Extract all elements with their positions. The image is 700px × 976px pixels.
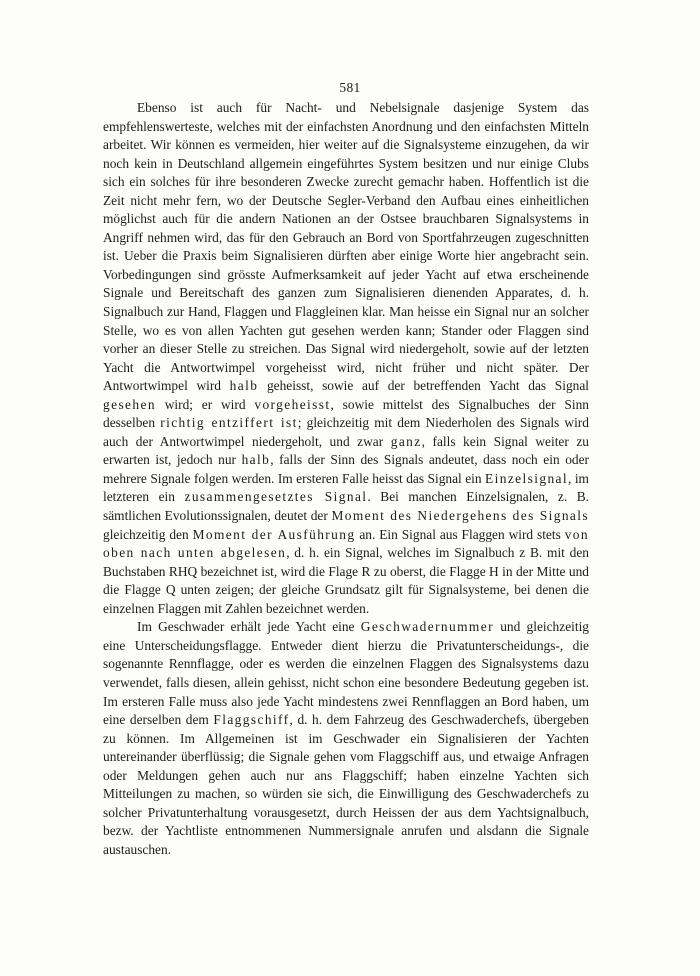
emphasized-text: Flaggschiff <box>213 712 290 728</box>
text-segment: , falls der Sinn des Signals andeutet, dass noch ein oder mehrere Signale folgen werden. Im ersteren Falle heisst das Signal ein <box>103 452 589 486</box>
text-segment: wird; er wird <box>155 396 255 412</box>
text-segment: gleichzeitig den <box>103 526 193 542</box>
text-segment: , falls kein Signal weiter zu erwarten ist, jedoch nur <box>103 433 590 468</box>
emphasized-text: Moment des Niedergehens des Signals <box>331 508 589 524</box>
text-segment: Ebenso ist auch für Nacht- und Nebelsignale dasjenige System das empfehlenswerteste, welches mit der einfachsten Anordnung und den einfachsten Mitteln arbeitet. Wir können es vermeiden, hier weiter auf die Signalsysteme einzugehen, da wir noch kein in Deutschland allgemein eingeführtes System besitzen und nur einige Clubs sich ein solches für ihre besonderen Zwecke zurecht gemachr haben. Hoffentlich ist die Zeit nicht mehr fern, wo der Deutsche Segler-Verband den Aufbau eines einheitlichen möglichst auch für die andern Nationen an der Ostsee brauchbaren Signalsystems in Angriff nehmen wird, das für den Gebrauch an Bord von Sportfahrzeugen zugeschnitten ist. Ueber die Praxis beim Signalisieren dürften aber einige Worte hier angebracht sein. Vorbedingungen sind grösste Aufmerksamkeit auf jeder Yacht auf etwa erscheinende Signale und Bereitschaft des ganzen zum Signalisieren dienenden Apparates, d. h. Signalbuch zur Hand, Flaggen und Flaggleinen klar. Man heisse ein Signal nur an solcher Stelle, wo es von allen Yachten gut gesehen werden kann; Stander oder Flaggen sind vorher an dieser Stelle zu streichen. Das Signal wird niedergeholt, sowie auf der letzten Yacht die Antwortwimpel vorgeheisst wird, nicht früher und nicht später. Der Antwortwimpel wird <box>103 100 589 394</box>
body-text <box>103 99 589 859</box>
emphasized-text: vorgeheisst <box>254 396 331 412</box>
text-segment: , d. h. ein Signal, welches im Signalbuch z B. mit den Buchstaben RHQ bezeichnet ist, wird die Flage R zu oberst, die Flagge H in der Mitte und die Flagge Q unten zeigen; der gleiche Grundsatz gilt für Signalsysteme, bei denen die einzelnen Flaggen mit Zahlen bezeichnet werden. <box>103 545 590 616</box>
paragraph <box>103 99 589 618</box>
emphasized-text: zusammengesetztes Signal <box>184 489 368 505</box>
emphasized-text: ganz <box>390 433 422 449</box>
text-segment: ; gleichzeitig mit dem Niederholen des Signals wird auch der Antwortwimpel niedergeholt, und zwar <box>103 415 589 449</box>
text-segment: und gleichzeitig eine Unterscheidungsflagge. Entweder dient hierzu die Privatunterscheidungs-, die sogenannte Rennflagge, oder es werden die einzelnen Flaggen des Signalsystems dazu verwendet, falls diesen, allein gehisst, nicht schon eine besondere Bedeutung gegeben ist. Im ersteren Falle muss also jede Yacht mindestens zwei Rennflaggen an Bord haben, um eine derselben dem <box>103 619 589 728</box>
emphasized-text: richtig entziffert ist <box>160 415 298 431</box>
emphasized-text: halb <box>229 378 259 394</box>
emphasized-text: Moment der Ausführung <box>192 526 356 542</box>
emphasized-text: gesehen <box>103 396 156 412</box>
emphasized-text: halb <box>241 452 271 468</box>
page-number: 581 <box>339 80 361 95</box>
text-segment: . Bei manchen Einzelsignalen, z. B. sämtlichen Evolutionssignalen, deutet der <box>103 489 589 524</box>
text-segment: Im Geschwader erhält jede Yacht eine <box>137 619 361 635</box>
emphasized-text: Geschwadernummer <box>360 619 494 635</box>
text-segment: , sowie mittelst des Signalbuches der Sinn desselben <box>103 396 589 431</box>
paragraph <box>103 618 589 859</box>
text-segment: , d. h. dem Fahrzeug des Geschwaderchefs, übergeben zu können. Im Allgemeinen ist im Geschwader ein Signalisieren der Yachten untereinander überflüssig; die Signale gehen vom Flaggschiff aus, und etwaige Anfragen oder Meldungen gehen auch nur ans Flaggschiff; haben einzelne Yachten sich Mitteilungen zu machen, so würden sie sich, die Einwilligung des Geschwaderchefs zu solcher Privatunterhaltung vorausgesetzt, durch Heissen der aus dem Yachtsignalbuch, bezw. der Yachtliste entnommenen Nummersignale anrufen und alsdann die Signale austauschen. <box>103 712 589 857</box>
text-segment: an. Ein Signal aus Flaggen wird stets <box>355 526 565 542</box>
emphasized-text: von oben nach unten abgelesen <box>103 526 589 561</box>
text-segment: , im letzteren ein <box>103 470 589 505</box>
text-segment: geheisst, sowie auf der betreffenden Yacht das Signal <box>258 378 589 394</box>
emphasized-text: Einzelsignal <box>485 470 569 486</box>
